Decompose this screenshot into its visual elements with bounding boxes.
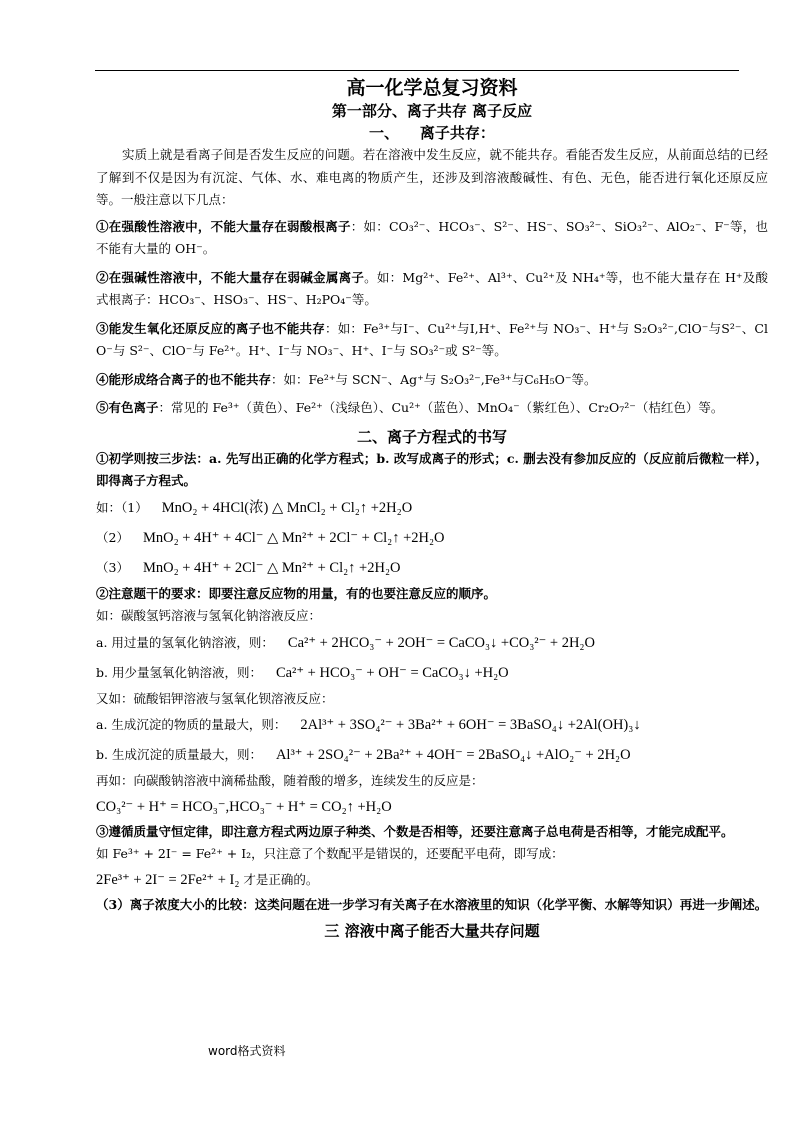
equation-2: MnO₂ + 4H⁺ + 4Cl⁻ △ Mn²⁺ + 2Cl⁻ + Cl₂↑ +2H₂O <box>142 529 445 546</box>
section-heading-3: 三 溶液中离子能否大量共存问题 <box>324 922 540 940</box>
example-4-equation: 2Fe³⁺ + 2I⁻ = 2Fe²⁺ + I₂ <box>96 871 240 888</box>
example-4-tail: 才是正确的。 <box>239 871 319 887</box>
rule-1 <box>96 216 768 261</box>
equation-2-label: （2） <box>96 529 129 545</box>
equation-row-3 <box>96 553 768 583</box>
section-heading-1: 一、 离子共存： <box>369 124 495 142</box>
equation-1-label: 如：（1） <box>96 499 148 515</box>
example-1a <box>96 628 768 658</box>
example-3-equation: CO₃²⁻ + H⁺ = HCO₃⁻,HCO₃⁻ + H⁺ = CO₂↑ +H₂O <box>96 798 392 815</box>
rule-5-lead: ⑤有色离子 <box>96 400 159 415</box>
example-1-intro: 如：碳酸氢钙溶液与氢氧化钠溶液反应： <box>96 608 322 623</box>
equation-3: MnO₂ + 4H⁺ + 2Cl⁻ △ Mn²⁺ + Cl₂↑ +2H₂O <box>142 559 401 576</box>
rule-4-text: ：如：Fe²⁺与 SCN⁻、Ag⁺与 S₂O₃²⁻,Fe³⁺与C₆H₅O⁻等。 <box>271 371 597 387</box>
example-3-intro: 再如：向碳酸钠溶液中滴稀盐酸，随着酸的增多，连续发生的反应是： <box>96 773 484 788</box>
rule-3-lead: ③能发生氧化还原反应的离子也不能共存 <box>96 320 325 336</box>
rule-1-text: ：如：CO₃²⁻、HCO₃⁻、S²⁻、HS⁻、SO₃²⁻、SiO₃²⁻、AlO₂⁻、F⁻等，也不能有大量的 OH⁻。 <box>96 218 768 256</box>
intro-paragraph: 实质上就是看离子间是否发生反应的问题。若在溶液中发生反应，就不能共存。看能否发生反应，从前面总结的已经了解到不仅是因为有沉淀、气体、水、难电离的物质产生，还涉及到溶液酸碱性、有色、无色，能否进行氧化还原反应等。一般注意以下几点： <box>96 147 768 207</box>
equation-3-label: （3） <box>96 559 129 575</box>
rule-2-text: 。如：Mg²⁺、Fe²⁺、Al³⁺、Cu²⁺及 NH₄⁺等，也不能大量存在 H⁺及酸式根离子：HCO₃⁻、HSO₃⁻、HS⁻、H₂PO₄⁻等。 <box>96 269 768 307</box>
rule-2 <box>96 267 768 312</box>
part-title: 第一部分、离子共存 离子反应 <box>331 102 533 120</box>
equation-row-1 <box>96 493 768 523</box>
s2-rule-4: （3）离子浓度大小的比较：这类问题在进一步学习有关离子在水溶液里的知识（化学平衡、水解等知识）再进一步阐述。 <box>96 896 768 912</box>
example-4-line <box>96 866 768 894</box>
example-1a-equation: Ca²⁺ + 2HCO₃⁻ + 2OH⁻ = CaCO₃↓ +CO₃²⁻ + 2H₂O <box>287 634 595 651</box>
rule-4 <box>96 369 768 392</box>
example-2a <box>96 710 768 740</box>
example-2b-label: b. 生成沉淀的质量最大，则： <box>96 747 262 762</box>
example-1b-equation: Ca²⁺ + HCO₃⁻ + OH⁻ = CaCO₃↓ +H₂O <box>275 664 509 681</box>
footer-note: word格式资料 <box>208 1044 286 1058</box>
example-2b <box>96 740 768 770</box>
equation-row-2 <box>96 523 768 553</box>
header-rule <box>95 70 739 71</box>
example-1b <box>96 658 768 688</box>
s2-rule-2: ②注意题干的要求：即要注意反应物的用量，有的也要注意反应的顺序。 <box>96 585 497 601</box>
rule-5-text: ：常见的 Fe³⁺（黄色）、Fe²⁺（浅绿色）、Cu²⁺（蓝色）、MnO₄⁻（紫红色）、Cr₂O₇²⁻（桔红色）等。 <box>158 400 724 415</box>
example-2a-label: a. 生成沉淀的物质的量最大，则： <box>96 717 287 732</box>
document-title: 高一化学总复习资料 <box>346 77 518 99</box>
rule-3-text: ：如：Fe³⁺与I⁻、Cu²⁺与I,H⁺、Fe²⁺与 NO₃⁻、H⁺与 S₂O₃²⁻,ClO⁻与S²⁻、ClO⁻与 S²⁻、ClO⁻与 Fe²⁺。H⁺、I⁻与 NO₃⁻、H⁺、I⁻与 SO₃²⁻或 S²⁻等。 <box>96 320 768 358</box>
example-4-text: 如 Fe³⁺ + 2I⁻ = Fe²⁺ + I₂，只注意了个数配平是错误的，还要配平电荷，即写成： <box>96 846 564 861</box>
rule-2-lead: ②在强碱性溶液中，不能大量存在弱碱金属离子 <box>96 269 365 285</box>
example-2b-equation: Al³⁺ + 2SO₄²⁻ + 2Ba²⁺ + 4OH⁻ = 2BaSO₄↓ +AlO₂⁻ + 2H₂O <box>275 747 631 763</box>
section-heading-2: 二、离子方程式的书写 <box>356 427 507 446</box>
example-2-intro: 又如：硫酸铝钾溶液与氢氧化钡溶液反应： <box>96 690 334 706</box>
rule-4-lead: ④能形成络合离子的也不能共存 <box>96 371 272 387</box>
s2-rule-1: ①初学则按三步法：a. 先写出正确的化学方程式；b. 改写成离子的形式；c. 删去没有参加反应的（反应前后微粒一样），即得离子方程式。 <box>96 450 768 488</box>
document-body <box>96 76 768 942</box>
rule-1-lead: ①在强酸性溶液中，不能大量存在弱酸根离子 <box>96 218 351 234</box>
rule-3 <box>96 318 768 363</box>
equation-1: MnO₂ + 4HCl(浓) △ MnCl₂ + Cl₂↑ +2H₂O <box>161 499 413 516</box>
rule-5 <box>96 397 768 420</box>
example-2a-equation: 2Al³⁺ + 3SO₄²⁻ + 3Ba²⁺ + 6OH⁻ = 3BaSO₄↓ +2Al(OH)₃↓ <box>300 717 641 733</box>
s2-rule-3: ③遵循质量守恒定律，即注意方程式两边原子种类、个数是否相等，还要注意离子总电荷是否相等，才能完成配平。 <box>96 823 734 839</box>
example-1b-label: b. 用少量氢氧化钠溶液，则： <box>96 664 262 680</box>
example-1a-label: a. 用过量的氢氧化钠溶液，则： <box>96 634 274 650</box>
